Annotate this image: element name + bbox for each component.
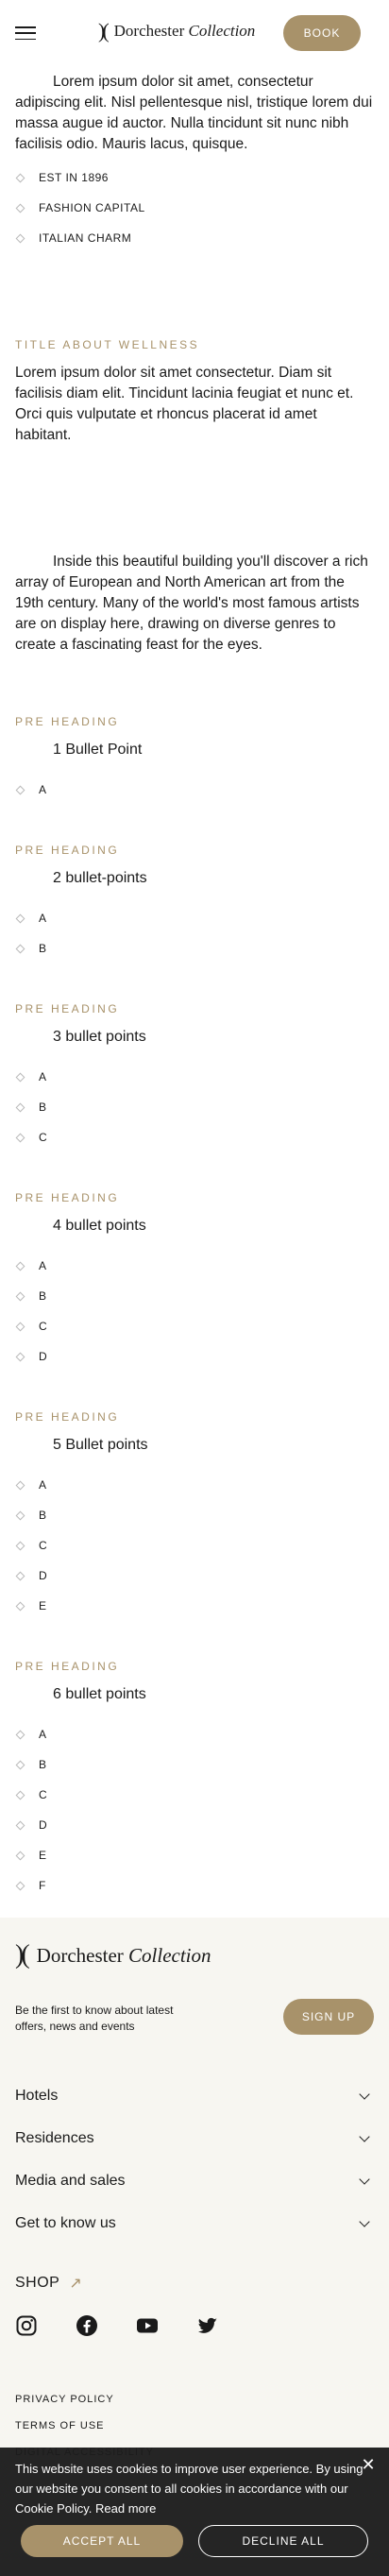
shop-link[interactable]: SHOP ↗ [15, 2275, 83, 2292]
diamond-icon [16, 1790, 25, 1800]
chevron-down-icon [359, 2089, 369, 2099]
list-item: D [15, 1341, 374, 1372]
pre-heading: PRE HEADING [15, 1660, 120, 1673]
privacy-policy-link[interactable]: PRIVACY POLICY [15, 2394, 114, 2405]
pre-heading: PRE HEADING [15, 1410, 120, 1424]
list-item: A [15, 775, 374, 805]
list-item: A [15, 903, 374, 933]
accordion-residences[interactable]: Residences [15, 2117, 374, 2159]
facts-list [15, 162, 374, 253]
chevron-down-icon [359, 2131, 369, 2141]
sign-up-button[interactable]: SIGN UP [283, 1999, 374, 2035]
diamond-icon [16, 944, 25, 953]
bullet-list [15, 903, 374, 964]
accordion-media-and-sales[interactable]: Media and sales [15, 2159, 374, 2202]
book-button[interactable]: BOOK [283, 15, 361, 51]
list-item: C [15, 1530, 374, 1561]
twitter-icon[interactable] [196, 2314, 219, 2337]
list-item: A [15, 1719, 374, 1749]
bullet-list [15, 1719, 374, 1901]
logo-mark: )( [15, 1940, 27, 1970]
section-heading: 6 bullet points [53, 1686, 146, 1702]
signup-text: Be the first to know about latest offers, news and events [15, 2004, 174, 2033]
instagram-icon[interactable] [15, 2314, 38, 2337]
accordion-get-to-know-us[interactable]: Get to know us [15, 2202, 374, 2244]
list-item: A [15, 1062, 374, 1092]
bullet-list [15, 1062, 374, 1152]
close-icon[interactable]: ✕ [361, 2455, 376, 2474]
list-item: D [15, 1810, 374, 1840]
diamond-icon [16, 1510, 25, 1520]
diamond-icon [16, 1760, 25, 1769]
section-heading: 4 bullet points [53, 1218, 146, 1234]
diamond-icon [16, 1601, 25, 1611]
diamond-icon [16, 1072, 25, 1082]
pre-heading: PRE HEADING [15, 1191, 120, 1204]
youtube-icon[interactable] [136, 2314, 159, 2337]
diamond-icon [16, 233, 25, 243]
diamond-icon [16, 1820, 25, 1830]
diamond-icon [16, 1480, 25, 1490]
site-header [0, 0, 389, 66]
diamond-icon [16, 913, 25, 923]
diamond-icon [16, 1851, 25, 1860]
pre-heading: PRE HEADING [15, 1002, 120, 1015]
menu-icon[interactable] [15, 26, 36, 40]
wellness-title: TITLE ABOUT WELLNESS [15, 338, 200, 351]
bullet-list [15, 1251, 374, 1372]
intro-paragraph: Lorem ipsum dolor sit amet, consectetur adipiscing elit. Nisl pellentesque nisl, tristique lorem dui massa augue id auctor. Nulla tincidunt sit nunc nibh facilisis odio. Mauris lacus, quisque. [15, 74, 373, 152]
list-item: B [15, 933, 374, 964]
list-item: C [15, 1122, 374, 1152]
diamond-icon [16, 173, 25, 182]
list-item: C [15, 1780, 374, 1810]
footer-logo[interactable] [15, 1942, 211, 1969]
diamond-icon [16, 1102, 25, 1112]
bullet-list [15, 775, 374, 805]
list-item: A [15, 1470, 374, 1500]
diamond-icon [16, 203, 25, 213]
chevron-down-icon [359, 2216, 369, 2226]
cookie-message: This website uses cookies to improve user experience. By using our website you consent to all cookies in accordance with our Cookie Policy. Read more [15, 2462, 364, 2516]
list-item: E [15, 1840, 374, 1870]
facebook-icon[interactable] [76, 2314, 98, 2337]
diamond-icon [16, 1881, 25, 1890]
brand-italic: Collection [128, 1943, 211, 1967]
list-item: B [15, 1092, 374, 1122]
terms-of-use-link[interactable]: TERMS OF USE [15, 2420, 105, 2431]
art-paragraph: Inside this beautiful building you'll discover a rich array of European and North American art from the 19th century. Many of the world's most famous artists are on display here, drawing on diverse genres to create a fascinating feast for the eyes. [15, 554, 368, 653]
list-item: EST IN 1896 [15, 162, 374, 193]
list-item: C [15, 1311, 374, 1341]
list-item: A [15, 1251, 374, 1281]
list-item: E [15, 1591, 374, 1621]
section-heading: 5 Bullet points [53, 1437, 148, 1453]
pre-heading: PRE HEADING [15, 715, 120, 728]
list-item: B [15, 1500, 374, 1530]
list-item: FASHION CAPITAL [15, 193, 374, 223]
diamond-icon [16, 1133, 25, 1142]
external-arrow-icon: ↗ [69, 2276, 83, 2292]
decline-all-button[interactable]: DECLINE ALL [198, 2525, 368, 2557]
diamond-icon [16, 1291, 25, 1301]
diamond-icon [16, 1352, 25, 1361]
brand-name: Dorchester [113, 22, 185, 40]
read-more-link[interactable]: Read more [95, 2501, 157, 2516]
diamond-icon [16, 1541, 25, 1550]
list-item: ITALIAN CHARM [15, 223, 374, 253]
list-item: D [15, 1561, 374, 1591]
list-item: B [15, 1281, 374, 1311]
section-heading: 1 Bullet Point [53, 742, 143, 758]
brand-name: Dorchester [36, 1943, 124, 1967]
list-item: F [15, 1870, 374, 1901]
diamond-icon [16, 1322, 25, 1331]
brand-logo[interactable] [98, 21, 255, 42]
list-item: B [15, 1749, 374, 1780]
pre-heading: PRE HEADING [15, 844, 120, 857]
bullet-list [15, 1470, 374, 1621]
social-links [15, 2314, 219, 2337]
section-heading: 2 bullet-points [53, 870, 147, 886]
accept-all-button[interactable]: ACCEPT ALL [21, 2525, 183, 2557]
logo-mark: )( [98, 19, 107, 43]
brand-italic: Collection [188, 22, 256, 40]
chevron-down-icon [359, 2174, 369, 2184]
wellness-paragraph: Lorem ipsum dolor sit amet consectetur. Diam sit facilisis diam elit. Tincidunt lacinia feugiat et nunc et. Orci quis vulputate et rhoncus placerat id amet habitant. [15, 365, 354, 443]
diamond-icon [16, 1571, 25, 1580]
cookie-banner [0, 2448, 389, 2576]
diamond-icon [16, 1261, 25, 1271]
accordion-hotels[interactable]: Hotels [15, 2074, 374, 2117]
section-heading: 3 bullet points [53, 1029, 146, 1045]
diamond-icon [16, 1730, 25, 1739]
diamond-icon [16, 785, 25, 794]
